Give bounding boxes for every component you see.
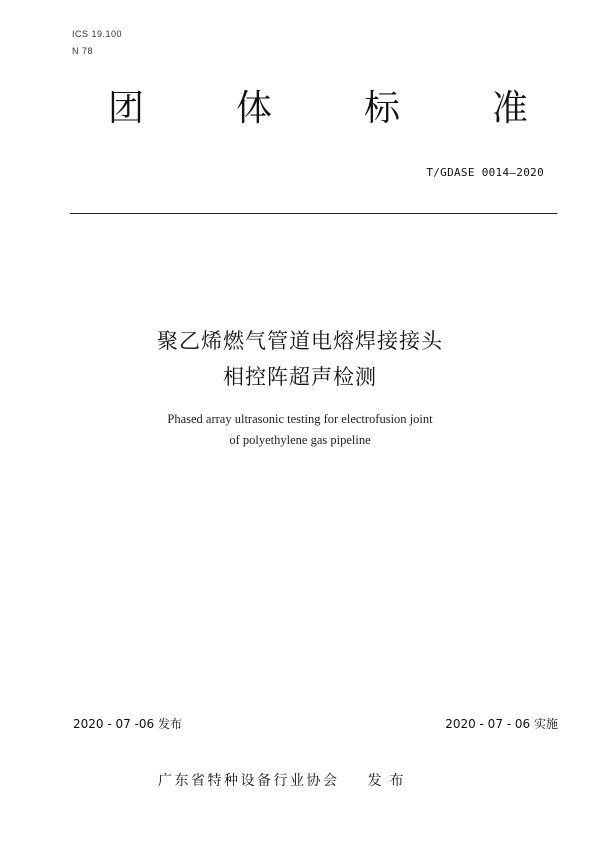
- chinese-title-line-1: 聚乙烯燃气管道电熔焊接接头: [157, 329, 443, 353]
- english-title-line-1: Phased array ultrasonic testing for electrofusion joint: [167, 412, 433, 426]
- standard-number: T/GDASE 0014—2020: [426, 166, 544, 179]
- ics-code: ICS 19.100: [72, 29, 123, 39]
- standard-type-char: 准: [491, 88, 528, 129]
- issuer-line: [158, 771, 412, 791]
- standard-type-char: 团: [108, 88, 145, 129]
- standard-type-char: 标: [363, 88, 400, 129]
- issuer-name: 广东省特种设备行业协会: [158, 773, 340, 789]
- implementation-date: 2020 - 07 - 06 实施: [445, 717, 558, 731]
- issue-date: 2020 - 07 -06 发布: [73, 717, 182, 731]
- ccs-code: N 78: [72, 46, 94, 56]
- standard-type-char: 体: [235, 88, 272, 129]
- chinese-title-line-2: 相控阵超声检测: [223, 365, 377, 389]
- standard-type-heading: [108, 86, 528, 132]
- issuer-verb: 发布: [367, 773, 412, 789]
- english-title-line-2: of polyethylene gas pipeline: [229, 433, 371, 447]
- header-divider: [70, 213, 557, 214]
